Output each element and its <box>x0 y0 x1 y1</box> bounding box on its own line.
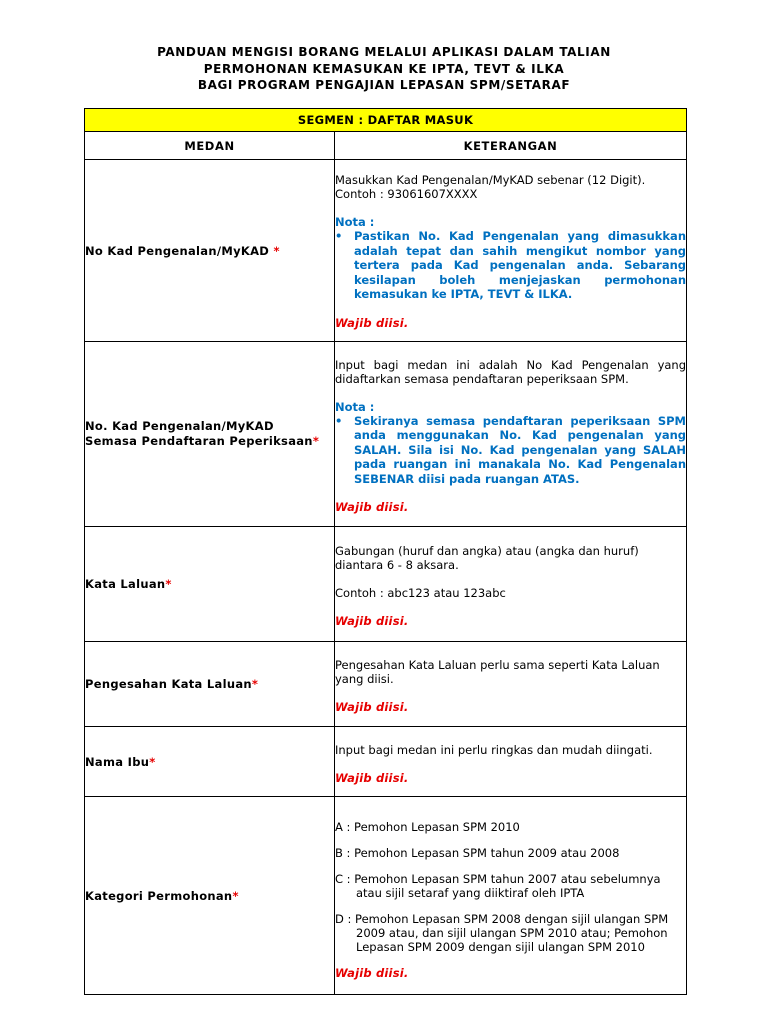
category-option-b: B : Pemohon Lepasan SPM tahun 2009 atau 2008 <box>335 845 620 860</box>
description-text: Masukkan Kad Pengenalan/MyKAD sebenar (12 Digit). <box>335 173 646 188</box>
note-list <box>335 414 686 487</box>
description-category <box>335 797 687 995</box>
required-asterisk: * <box>273 243 280 258</box>
required-asterisk: * <box>251 677 259 691</box>
table-row-mother-name <box>85 727 687 797</box>
note-heading: Nota : <box>335 399 375 414</box>
column-header-row <box>85 132 687 160</box>
table-row-category <box>85 797 687 995</box>
required-notice: Wajib diisi. <box>335 500 409 515</box>
note-item: • Sekiranya semasa pendaftaran peperiksaan SPM anda menggunakan No. Kad pengenalan yang SALAH. Sila isi No. Kad pengenalan yang SALAH pada ruangan ini manakala No. Kad Pengenalan SEBENAR diisi pada ruangan ATAS. <box>335 414 686 487</box>
required-notice: Wajib diisi. <box>335 770 409 785</box>
note-list <box>335 229 686 302</box>
description-mother-name <box>335 727 687 797</box>
required-notice: Wajib diisi. <box>335 315 409 330</box>
guide-table <box>84 108 687 995</box>
category-option-d: D : Pemohon Lepasan SPM 2008 dengan sijil ulangan SPM 2009 atau, dan sijil ulangan SPM 2010 atau; Pemohon Lepasan SPM 2009 dengan sijil ulangan SPM 2010 <box>335 911 669 954</box>
column-header-field: MEDAN <box>85 132 335 160</box>
table-row-confirm-password <box>85 642 687 727</box>
note-item: • Pastikan No. Kad Pengenalan yang dimasukkan adalah tepat dan sahih mengikut nombor yang tertera pada Kad pengenalan anda. Sebarang kesilapan boleh menjejaskan permohonan kemasukan ke IPTA, TEVT & ILKA. <box>335 229 686 302</box>
title-line-1: PANDUAN MENGISI BORANG MELALUI APLIKASI DALAM TALIAN <box>157 45 611 59</box>
note-heading: Nota : <box>335 215 375 230</box>
table-row-password <box>85 527 687 642</box>
description-exam-ic <box>335 342 687 527</box>
description-text: Pengesahan Kata Laluan perlu sama seperti Kata Laluan yang diisi. <box>335 658 660 686</box>
field-label-ic: No Kad Pengenalan/MyKAD * <box>85 160 335 342</box>
required-asterisk: * <box>165 577 172 591</box>
title-line-2: PERMOHONAN KEMASUKAN KE IPTA, TEVT & ILKA <box>203 61 565 76</box>
example-text: Contoh : 93061607XXXX <box>335 187 478 202</box>
title-line-3: BAGI PROGRAM PENGAJIAN LEPASAN SPM/SETARAF <box>197 78 571 92</box>
document-title <box>0 44 768 94</box>
description-password <box>335 527 687 642</box>
category-option-a: A : Pemohon Lepasan SPM 2010 <box>335 819 520 834</box>
description-ic <box>335 160 687 342</box>
description-text: Input bagi medan ini adalah No Kad Pengenalan yang didaftarkan semasa pendaftaran peperiksaan SPM. <box>335 357 687 386</box>
segment-title: SEGMEN : DAFTAR MASUK <box>85 109 687 132</box>
field-label-mother-name: Nama Ibu* <box>85 727 335 797</box>
field-label-password: Kata Laluan* <box>85 527 335 642</box>
required-notice: Wajib diisi. <box>335 700 409 714</box>
table-row-exam-ic <box>85 342 687 527</box>
field-label-confirm-password: Pengesahan Kata Laluan* <box>85 642 335 727</box>
required-notice: Wajib diisi. <box>335 614 409 628</box>
description-text: Gabungan (huruf dan angka) atau (angka dan huruf) diantara 6 - 8 aksara. <box>335 544 639 572</box>
example-text: Contoh : abc123 atau 123abc <box>335 586 506 600</box>
required-asterisk: * <box>312 434 320 448</box>
required-notice: Wajib diisi. <box>335 965 409 980</box>
segment-header-row <box>85 109 687 132</box>
table-row-ic <box>85 160 687 342</box>
column-header-description: KETERANGAN <box>335 132 687 160</box>
description-text: Input bagi medan ini perlu ringkas dan mudah diingati. <box>335 742 653 757</box>
required-asterisk: * <box>149 754 156 769</box>
field-label-exam-ic: No. Kad Pengenalan/MyKAD Semasa Pendaftaran Peperiksaan* <box>85 342 335 527</box>
required-asterisk: * <box>232 888 239 903</box>
description-confirm-password <box>335 642 687 727</box>
category-option-c: C : Pemohon Lepasan SPM tahun 2007 atau sebelumnya atau sijil setaraf yang diiktiraf oleh IPTA <box>335 871 661 900</box>
field-label-category: Kategori Permohonan* <box>85 797 335 995</box>
